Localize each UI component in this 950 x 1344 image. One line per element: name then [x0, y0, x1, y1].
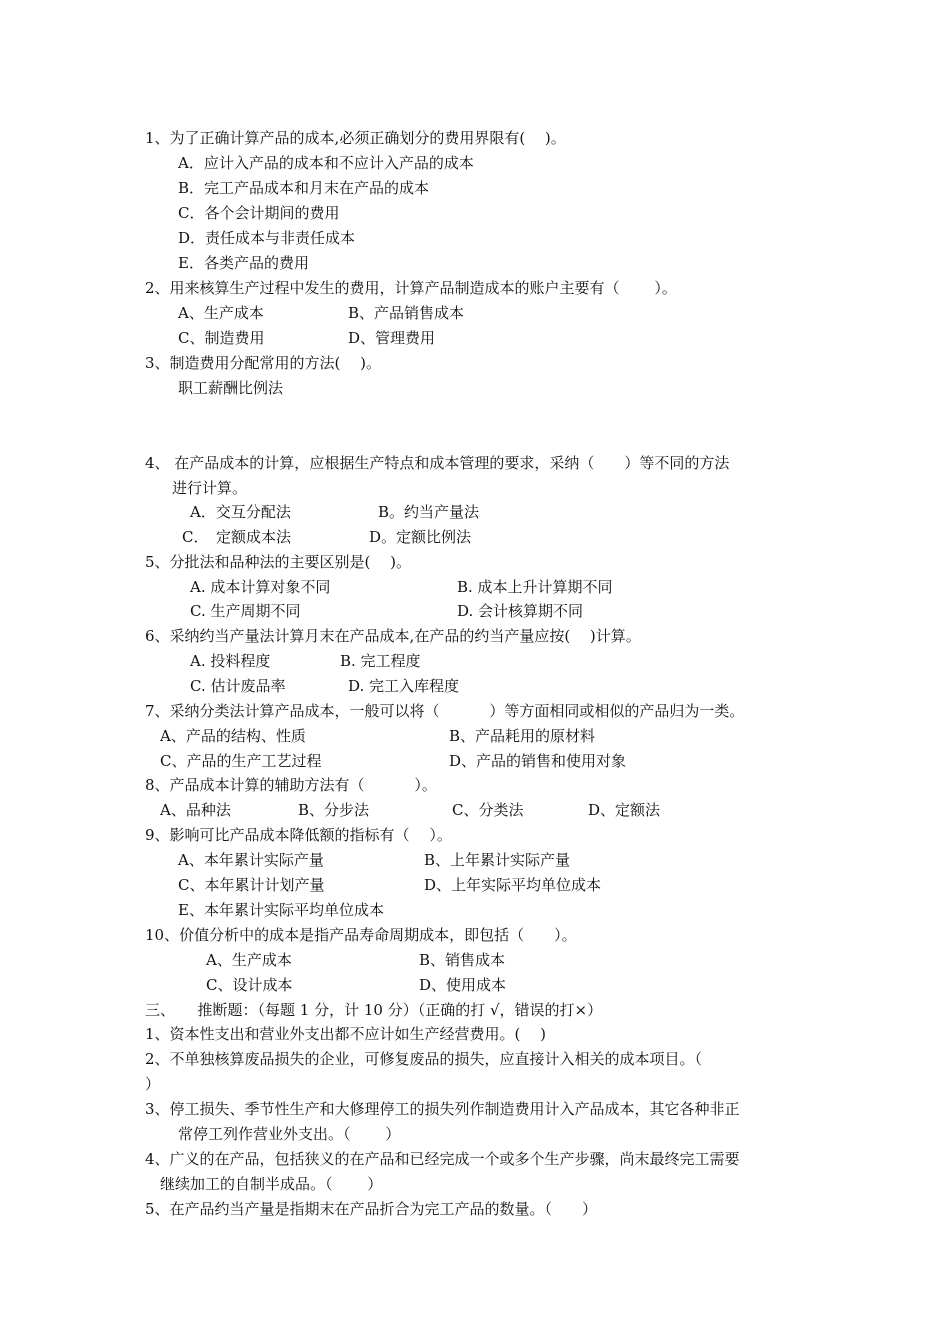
question-8: 8、产品成本计算的辅助方法有（ ）。	[145, 776, 437, 794]
question-4-option-a: A．交互分配法	[190, 503, 291, 521]
question-4: 4、 在产品成本的计算，应根据生产特点和成本管理的要求，采纳（ ）等不同的方法	[145, 454, 730, 472]
question-5-option-c: C. 生产周期不同	[190, 602, 301, 620]
question-7-option-a: A、产品的结构、性质	[160, 727, 306, 745]
question-9-option-e: E、本年累计实际平均单位成本	[178, 901, 384, 919]
question-1-option-c: C．各个会计期间的费用	[178, 204, 340, 222]
question-7: 7、采纳分类法计算产品成本，一般可以将（ ）等方面相同或相似的产品归为一类。	[145, 702, 745, 720]
judgment-4: 4、广义的在产品，包括狭义的在产品和已经完成一个或多个生产步骤，尚末最终完工需要	[145, 1150, 740, 1168]
question-5: 5、分批法和品种法的主要区别是( )。	[145, 553, 412, 571]
question-6-option-b: B. 完工程度	[340, 652, 421, 670]
section-3-heading: 三、 推断题：（每题 1 分，计 10 分）（正确的打 √，错误的打×）	[145, 1001, 603, 1019]
question-7-option-c: C、产品的生产工艺过程	[160, 752, 322, 770]
question-5-option-b: B. 成本上升计算期不同	[457, 578, 613, 596]
question-8-option-a: A、品种法	[160, 801, 231, 819]
question-3: 3、制造费用分配常用的方法( )。	[145, 354, 382, 372]
question-7-option-d: D、产品的销售和使用对象	[449, 752, 627, 770]
question-6: 6、采纳约当产量法计算月末在产品成本,在产品的约当产量应按( )计算。	[145, 627, 641, 645]
question-6-option-c: C. 估计废品率	[190, 677, 286, 695]
question-9-option-c: C、本年累计计划产量	[178, 876, 325, 894]
judgment-3: 3、停工损失、季节性生产和大修理停工的损失列作制造费用计入产品成本，其它各种非正	[145, 1100, 740, 1118]
question-8-option-d: D、定额法	[588, 801, 661, 819]
question-2-option-b: B、产品销售成本	[348, 304, 465, 322]
judgment-2-continued: ）	[145, 1075, 161, 1093]
question-9-option-a: A、本年累计实际产量	[178, 851, 324, 869]
question-9-option-d: D、上年实际平均单位成本	[424, 876, 602, 894]
question-8-option-c: C、分类法	[452, 801, 524, 819]
question-1: 1、为了正确计算产品的成本,必须正确划分的费用界限有( )。	[145, 129, 566, 147]
question-7-option-b: B、产品耗用的原材料	[449, 727, 596, 745]
question-10-option-d: D、使用成本	[419, 976, 507, 994]
question-2-option-c: C、制造费用	[178, 329, 265, 347]
judgment-5: 5、在产品约当产量是指期末在产品折合为完工产品的数量。（ ）	[145, 1200, 598, 1218]
question-6-option-a: A. 投料程度	[190, 652, 271, 670]
question-4-option-b: B。约当产量法	[378, 503, 480, 521]
question-2-option-d: D、管理费用	[348, 329, 436, 347]
question-6-option-d: D. 完工入库程度	[348, 677, 460, 695]
question-4-option-d: D。定额比例法	[369, 528, 472, 546]
question-10-option-b: B、销售成本	[419, 951, 506, 969]
question-9-option-b: B、上年累计实际产量	[424, 851, 571, 869]
judgment-2: 2、不单独核算废品损失的企业，可修复废品的损失，应直接计入相关的成本项目。（	[145, 1050, 703, 1068]
question-5-option-a: A. 成本计算对象不同	[190, 578, 331, 596]
question-9: 9、影响可比产品成本降低额的指标有（ ）。	[145, 826, 452, 844]
question-8-option-b: B、分步法	[298, 801, 370, 819]
judgment-3-continued: 常停工列作营业外支出。（ ）	[178, 1125, 401, 1143]
question-3-answer: 职工薪酬比例法	[178, 379, 284, 397]
question-10: 10、价值分析中的成本是指产品寿命周期成本，即包括（ ）。	[145, 926, 577, 944]
question-2: 2、用来核算生产过程中发生的费用，计算产品制造成本的账户主要有（ ）。	[145, 279, 677, 297]
judgment-1: 1、资本性支出和营业外支出都不应计如生产经营费用。( )	[145, 1025, 547, 1043]
question-2-option-a: A、生产成本	[178, 304, 264, 322]
question-1-option-a: A．应计入产品的成本和不应计入产品的成本	[178, 154, 474, 172]
judgment-4-continued: 继续加工的自制半成品。（ ）	[160, 1175, 383, 1193]
question-10-option-a: A、生产成本	[206, 951, 292, 969]
question-5-option-d: D. 会计核算期不同	[457, 602, 584, 620]
question-1-option-b: B．完工产品成本和月末在产品的成本	[178, 179, 430, 197]
question-4-continued: 进行计算。	[172, 479, 248, 497]
question-10-option-c: C、设计成本	[206, 976, 293, 994]
question-1-option-e: E．各类产品的费用	[178, 254, 309, 272]
question-4-option-c: C． 定额成本法	[182, 528, 291, 546]
question-1-option-d: D．责任成本与非责任成本	[178, 229, 356, 247]
